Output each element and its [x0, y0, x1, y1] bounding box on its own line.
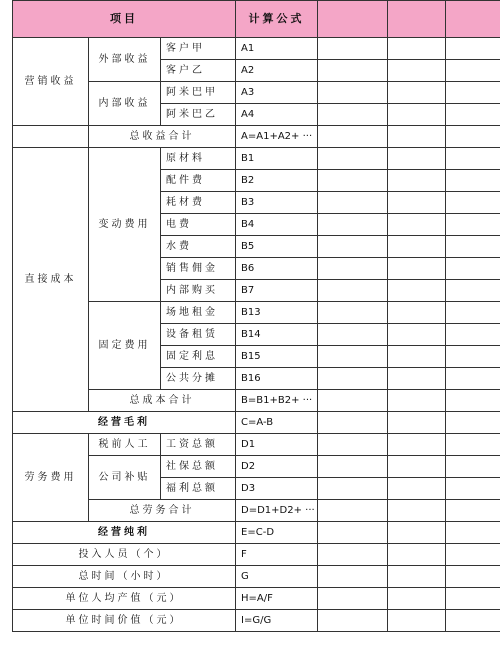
table-row	[13, 126, 500, 148]
amoeba-accounting-sheet	[12, 0, 500, 632]
blank-cell	[446, 148, 500, 170]
blank-cell	[446, 38, 500, 60]
blank-cell	[388, 104, 446, 126]
blank-cell	[318, 522, 388, 544]
blank-cell	[446, 82, 500, 104]
table-row	[13, 588, 500, 610]
revenue-group-label: 营销收益	[13, 38, 89, 126]
blank-cell	[318, 258, 388, 280]
variable-cost-label: 变动费用	[89, 148, 161, 302]
labor-group-label: 劳务费用	[13, 434, 89, 522]
blank-cell	[318, 148, 388, 170]
formula-cell: A4	[236, 104, 318, 126]
table-row	[13, 522, 500, 544]
blank-cell	[388, 588, 446, 610]
blank-cell	[446, 170, 500, 192]
blank-cell	[446, 192, 500, 214]
table-row	[13, 610, 500, 632]
table-row	[13, 412, 500, 434]
blank-cell	[388, 610, 446, 632]
blank-cell	[446, 60, 500, 82]
blank-cell	[318, 368, 388, 390]
blank-cell	[318, 544, 388, 566]
header-row	[13, 1, 500, 38]
blank-cell	[388, 324, 446, 346]
blank-cell	[388, 346, 446, 368]
blank-cell	[388, 236, 446, 258]
blank-cell	[318, 60, 388, 82]
hours-label: 总时间（小时）	[13, 566, 236, 588]
formula-cell: A2	[236, 60, 318, 82]
blank-cell	[318, 214, 388, 236]
formula-cell: B2	[236, 170, 318, 192]
blank-cell	[318, 390, 388, 412]
formula-cell: B15	[236, 346, 318, 368]
blank-cell	[318, 324, 388, 346]
formula-cell: B4	[236, 214, 318, 236]
table-row	[13, 544, 500, 566]
formula-cell: B7	[236, 280, 318, 302]
blank-cell	[388, 192, 446, 214]
blank-cell	[446, 236, 500, 258]
blank-cell	[318, 610, 388, 632]
blank-cell	[446, 368, 500, 390]
fixed-cost-label: 固定费用	[89, 302, 161, 390]
blank-cell	[446, 610, 500, 632]
blank-cell	[446, 104, 500, 126]
revenue-item-label: 客户乙	[161, 60, 236, 82]
blank-cell	[318, 170, 388, 192]
table-row	[13, 148, 500, 170]
header-blank-cell	[388, 1, 446, 38]
formula-cell: A3	[236, 82, 318, 104]
external-revenue-label: 外部收益	[89, 38, 161, 82]
blank-cell	[318, 192, 388, 214]
blank-cell	[388, 38, 446, 60]
blank-cell	[318, 82, 388, 104]
formula-cell: F	[236, 544, 318, 566]
cost-item-label: 销售佣金	[161, 258, 236, 280]
blank-cell	[446, 302, 500, 324]
blank-cell	[13, 126, 89, 148]
blank-cell	[388, 148, 446, 170]
formula-cell: D3	[236, 478, 318, 500]
formula-cell: B=B1+B2+ ···	[236, 390, 318, 412]
blank-cell	[388, 500, 446, 522]
blank-cell	[388, 302, 446, 324]
formula-cell: A1	[236, 38, 318, 60]
blank-cell	[318, 126, 388, 148]
blank-cell	[388, 456, 446, 478]
formula-cell: B16	[236, 368, 318, 390]
cost-item-label: 公共分摊	[161, 368, 236, 390]
blank-cell	[446, 500, 500, 522]
formula-cell: B14	[236, 324, 318, 346]
blank-cell	[388, 566, 446, 588]
cost-item-label: 水费	[161, 236, 236, 258]
blank-cell	[388, 170, 446, 192]
blank-cell	[318, 456, 388, 478]
blank-cell	[318, 566, 388, 588]
blank-cell	[318, 236, 388, 258]
formula-cell: G	[236, 566, 318, 588]
blank-cell	[446, 478, 500, 500]
formula-cell: B6	[236, 258, 318, 280]
formula-cell: B3	[236, 192, 318, 214]
blank-cell	[318, 434, 388, 456]
blank-cell	[318, 302, 388, 324]
table-row	[13, 38, 500, 60]
labor-item-label: 福利总额	[161, 478, 236, 500]
blank-cell	[446, 390, 500, 412]
per-capita-label: 单位人均产值（元）	[13, 588, 236, 610]
revenue-total-label: 总收益合计	[89, 126, 236, 148]
blank-cell	[446, 522, 500, 544]
cost-item-label: 设备租赁	[161, 324, 236, 346]
header-formula: 计算公式	[236, 1, 318, 38]
blank-cell	[446, 588, 500, 610]
formula-cell: E=C-D	[236, 522, 318, 544]
header-blank-cell	[446, 1, 500, 38]
formula-cell: B1	[236, 148, 318, 170]
blank-cell	[446, 280, 500, 302]
revenue-item-label: 阿米巴甲	[161, 82, 236, 104]
blank-cell	[446, 214, 500, 236]
cost-item-label: 内部购买	[161, 280, 236, 302]
formula-cell: H=A/F	[236, 588, 318, 610]
labor-item-label: 工资总额	[161, 434, 236, 456]
blank-cell	[388, 412, 446, 434]
blank-cell	[318, 478, 388, 500]
revenue-item-label: 阿米巴乙	[161, 104, 236, 126]
blank-cell	[318, 104, 388, 126]
blank-cell	[388, 214, 446, 236]
labor-total-label: 总劳务合计	[89, 500, 236, 522]
formula-cell: D2	[236, 456, 318, 478]
cost-item-label: 电费	[161, 214, 236, 236]
blank-cell	[446, 126, 500, 148]
formula-cell: D1	[236, 434, 318, 456]
blank-cell	[318, 500, 388, 522]
formula-cell: I=G/G	[236, 610, 318, 632]
staff-label: 投入人员（个）	[13, 544, 236, 566]
labor-item-label: 社保总额	[161, 456, 236, 478]
revenue-item-label: 客户甲	[161, 38, 236, 60]
blank-cell	[446, 566, 500, 588]
blank-cell	[318, 280, 388, 302]
blank-cell	[446, 456, 500, 478]
blank-cell	[388, 82, 446, 104]
blank-cell	[318, 38, 388, 60]
formula-cell: B13	[236, 302, 318, 324]
direct-cost-group-label: 直接成本	[13, 148, 89, 412]
formula-cell: A=A1+A2+ ···	[236, 126, 318, 148]
formula-cell: C=A-B	[236, 412, 318, 434]
subsidy-label: 公司补贴	[89, 456, 161, 500]
blank-cell	[446, 324, 500, 346]
cost-item-label: 配件费	[161, 170, 236, 192]
accounting-table	[12, 0, 500, 632]
blank-cell	[446, 434, 500, 456]
blank-cell	[446, 346, 500, 368]
blank-cell	[388, 478, 446, 500]
blank-cell	[446, 544, 500, 566]
cost-item-label: 耗材费	[161, 192, 236, 214]
blank-cell	[388, 368, 446, 390]
cost-item-label: 固定利息	[161, 346, 236, 368]
net-profit-label: 经营纯利	[13, 522, 236, 544]
cost-item-label: 场地租金	[161, 302, 236, 324]
blank-cell	[388, 126, 446, 148]
formula-cell: D=D1+D2+ ···	[236, 500, 318, 522]
blank-cell	[388, 280, 446, 302]
header-item: 项目	[13, 1, 236, 38]
blank-cell	[388, 60, 446, 82]
cost-item-label: 原材料	[161, 148, 236, 170]
blank-cell	[388, 522, 446, 544]
internal-revenue-label: 内部收益	[89, 82, 161, 126]
blank-cell	[388, 258, 446, 280]
blank-cell	[388, 390, 446, 412]
pretax-labor-label: 税前人工	[89, 434, 161, 456]
table-row	[13, 434, 500, 456]
formula-cell: B5	[236, 236, 318, 258]
blank-cell	[388, 544, 446, 566]
cost-total-label: 总成本合计	[89, 390, 236, 412]
per-hour-label: 单位时间价值（元）	[13, 610, 236, 632]
blank-cell	[446, 258, 500, 280]
table-row	[13, 566, 500, 588]
gross-profit-label: 经营毛利	[13, 412, 236, 434]
blank-cell	[318, 588, 388, 610]
blank-cell	[318, 412, 388, 434]
blank-cell	[446, 412, 500, 434]
blank-cell	[318, 346, 388, 368]
header-blank-cell	[318, 1, 388, 38]
blank-cell	[388, 434, 446, 456]
